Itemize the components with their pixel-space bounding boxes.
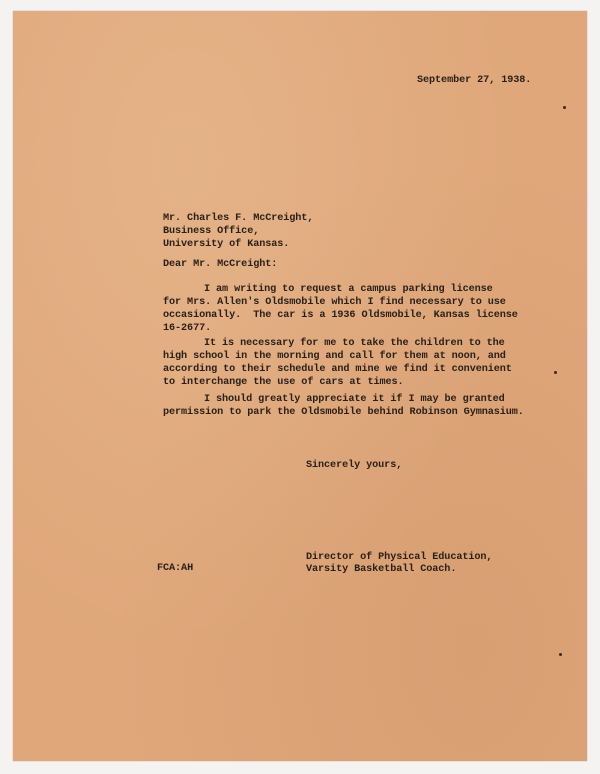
paragraph-1-line-4: 16-2677.: [163, 323, 212, 334]
paper-speck: [554, 371, 557, 374]
closing: Sincerely yours,: [306, 460, 403, 471]
paragraph-1-line-2: for Mrs. Allen's Oldsmobile which I find necessary to use: [163, 297, 506, 308]
paragraph-2-line-1: It is necessary for me to take the children to the: [204, 338, 505, 349]
paper-speck: [563, 106, 566, 109]
paragraph-1-line-3: occasionally. The car is a 1936 Oldsmobile, Kansas license: [163, 310, 518, 321]
paragraph-2-line-3: according to their schedule and mine we find it convenient: [163, 364, 512, 375]
recipient-office: Business Office,: [163, 226, 260, 237]
recipient-institution: University of Kansas.: [163, 239, 290, 250]
signature-title-line-2: Varsity Basketball Coach.: [306, 564, 457, 575]
reference-initials: FCA:AH: [157, 563, 194, 574]
paragraph-3-line-2: permission to park the Oldsmobile behind Robinson Gymnasium.: [163, 407, 524, 418]
signature-title-line-1: Director of Physical Education,: [306, 552, 493, 563]
paragraph-2-line-2: high school in the morning and call for them at noon, and: [163, 351, 506, 362]
salutation: Dear Mr. McCreight:: [163, 259, 278, 270]
paragraph-1-line-1: I am writing to request a campus parking license: [204, 284, 493, 295]
paragraph-2-line-4: to interchange the use of cars at times.: [163, 377, 404, 388]
paper-speck: [559, 653, 562, 656]
paragraph-3-line-1: I should greatly appreciate it if I may be granted: [204, 394, 505, 405]
recipient-name: Mr. Charles F. McCreight,: [163, 213, 314, 224]
letter-date: September 27, 1938.: [417, 75, 532, 86]
